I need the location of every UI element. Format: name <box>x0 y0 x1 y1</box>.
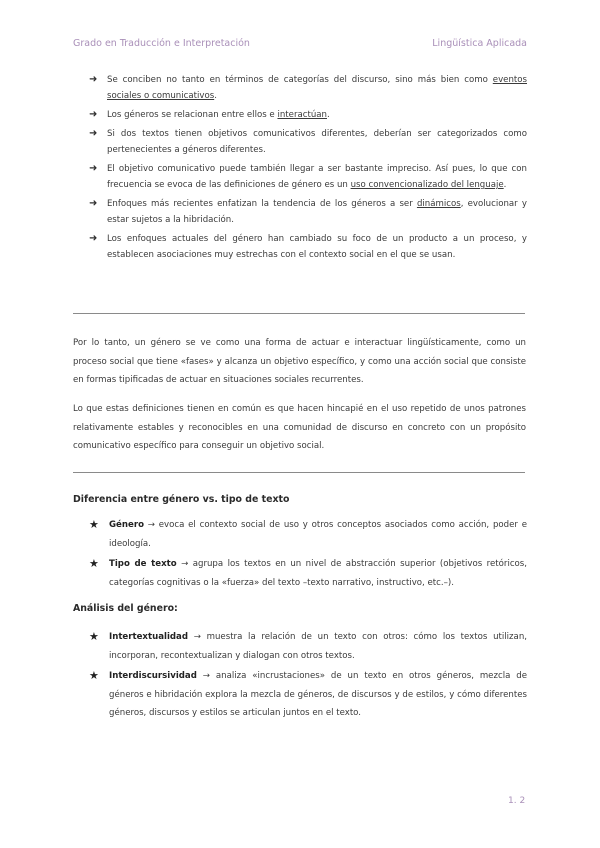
arrow-icon: ➜ <box>89 74 98 85</box>
arrow-icon: → <box>202 671 210 681</box>
genre-analysis-list <box>89 628 527 725</box>
list-item: ★ Género → evoca el contexto social de uso y otros conceptos asociados como acción, poder e ideología. <box>89 518 527 549</box>
header-course: Grado en Traducción e Interpretación <box>73 38 250 49</box>
page-header <box>73 38 527 52</box>
term: Interdiscursividad <box>109 671 197 681</box>
divider <box>73 313 525 314</box>
term: Tipo de texto <box>109 559 177 569</box>
arrow-icon: → <box>181 559 189 569</box>
list-item: ➜ Si dos textos tienen objetivos comunicativos diferentes, deberían ser categorizados como pertenecientes a géneros diferentes. <box>89 128 527 155</box>
divider <box>73 472 525 473</box>
header-subject: Lingüística Aplicada <box>432 38 527 49</box>
list-item: ★ Interdiscursividad → analiza «incrustaciones» de un texto en otros géneros, mezcla de géneros e hibridación explora la mezcla de géneros, de discursos y de estilos, y cómo diferentes géneros, discursos y estilos se articulan juntos en el texto. <box>89 669 527 718</box>
list-item: ➜ Los enfoques actuales del género han cambiado su foco de un producto a un proceso, y establecen asociaciones muy estrechas con el contexto social en el que se usan. <box>89 233 527 260</box>
list-item: ★ Tipo de texto → agrupa los textos en un nivel de abstracción superior (objetivos retóricos, categorías cognitivas o la «fuerza» del texto –texto narrativo, instructivo, etc.–). <box>89 557 528 588</box>
list-item: ➜ Los géneros se relacionan entre ellos e interactúan. <box>89 107 527 123</box>
arrow-icon: ➜ <box>89 163 98 174</box>
section-heading-genre-analysis: Análisis del género: <box>73 603 178 614</box>
list-item: ➜ Enfoques más recientes enfatizan la tendencia de los géneros a ser dinámicos, evolucionar y estar sujetos a la hibridación. <box>89 198 527 225</box>
arrow-icon: → <box>147 520 155 530</box>
page-number: 1. 2 <box>508 796 526 806</box>
arrow-icon: ➜ <box>89 128 98 139</box>
arrow-icon: → <box>193 632 201 642</box>
arrow-icon: ➜ <box>89 233 98 244</box>
arrow-icon: ➜ <box>89 198 98 209</box>
term: Género <box>109 520 144 530</box>
term: Intertextualidad <box>109 632 188 642</box>
section-heading-genre-vs-text-type: Diferencia entre género vs. tipo de texto <box>73 494 290 505</box>
list-item: ★ Intertextualidad → muestra la relación de un texto con otros: cómo los textos utilizan, incorporan, recontextualizan y dialogan con otros textos. <box>89 630 528 661</box>
bullet-list <box>89 72 527 266</box>
arrow-icon: ➜ <box>89 109 98 120</box>
paragraph-genre-definition: Por lo tanto, un género se ve como una forma de actuar e interactuar lingüísticamente, como un proceso social que tiene «fases» y alcanza un objetivo específico, y como una acción social que consiste en formas tipificadas de actuar en situaciones sociales recurrentes. <box>73 338 526 385</box>
genre-vs-type-list <box>89 516 527 594</box>
star-icon: ★ <box>89 630 99 643</box>
star-icon: ★ <box>89 669 99 682</box>
star-icon: ★ <box>89 518 99 531</box>
list-item: ➜ Se conciben no tanto en términos de categorías del discurso, sino más bien como eventos sociales o comunicativos. <box>89 74 527 101</box>
paragraph-common-points: Lo que estas definiciones tienen en común es que hacen hincapié en el uso repetido de unos patrones relativamente estables y reconocibles en una comunidad de discurso en concreto con un propósito comunicativo específico para conseguir un objetivo social. <box>73 404 526 451</box>
list-item: ➜ El objetivo comunicativo puede también llegar a ser bastante impreciso. Así pues, lo que con frecuencia se evoca de las definiciones de género es un uso convencionalizado del lenguaje. <box>89 163 527 190</box>
star-icon: ★ <box>89 557 99 570</box>
